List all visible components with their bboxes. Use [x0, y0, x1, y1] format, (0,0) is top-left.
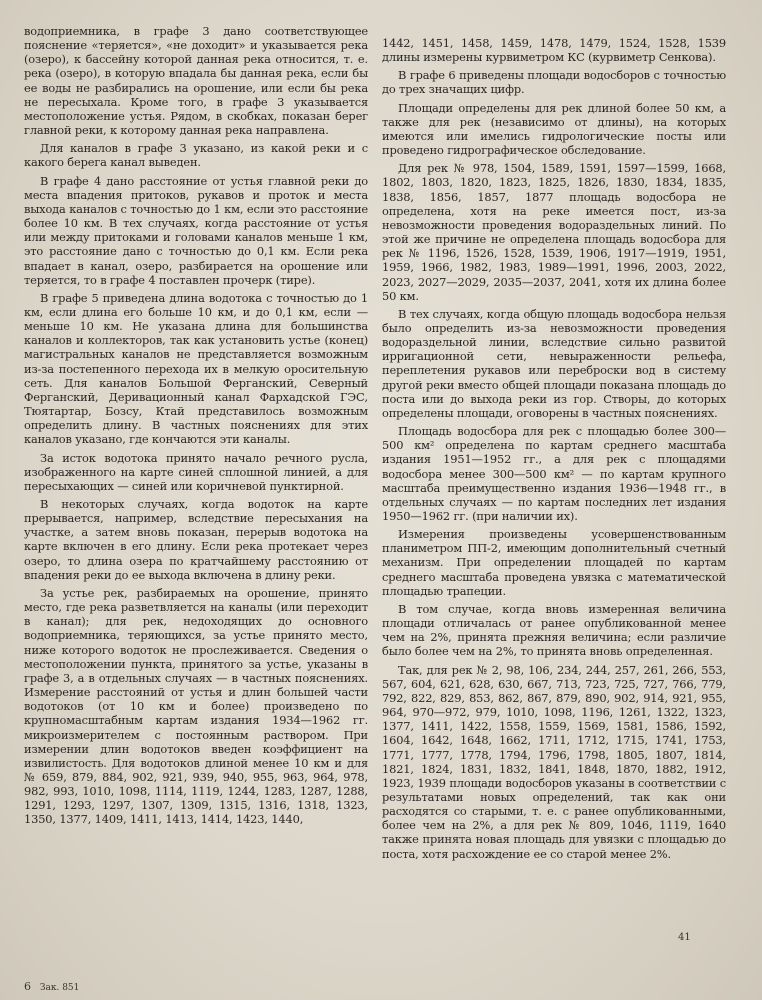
paragraph: За устье рек, разбираемых на орошение, принято место, где река разветвляется на каналы (или переходит в канал); для рек, недоходящих до основного водоприемника, теряющихся, за устье принято место, ниже которого водоток не прослеживается. Сведения о местоположении пункта, принятого за устье, указаны в графе 3, а в отдельных случаях — в частных пояснениях. Измерение расстояний от устья и длин большей части водотоков (от 10 км и более) произведено по крупномасштабным картам издания 1934—1962 гг. микроизмерителем с постоянным раствором. При измерении длин водотоков введен коэффициент на извилистость. Для водотоков длиной менее 10 км и для № 659, 879, 884, 902, 921, 939, 940, 955, 963, 964, 978, 982, 993, 1010, 1098, 1114, 1119, 1244, 1283, 1287, 1288, 1291, 1293, 1297, 1307, 1309, 1315, 1316, 1318, 1323, 1350, 1377, 1409, 1411, 1413, 1414, 1423, 1440, [24, 585, 368, 827]
paragraph: В графе 5 приведена длина водотока с точностью до 1 км, если длина его больше 10 км, и до 0,1 км, если — меньше 10 км. Не указана длина для большинства каналов и коллекторов, так как установить устье (конец) магистральных каналов не представляется возможным из-за постепенного перехода их в мелкую оросительную сеть. Для каналов Большой Ферганский, Северный Ферганский, Деривационный канал Фархадской ГЭС, Тюятартар, Бозсу, Ктай представилось возможным определить длину. В частных пояснениях для этих каналов указано, где кончаются эти каналы. [24, 290, 368, 447]
paragraph: В некоторых случаях, когда водоток на карте прерывается, например, вследствие пересыхания на участке, а затем вновь показан, перерыв водотока на карте включен в его длину. Если река протекает через озеро, то длина озера по кратчайшему расстоянию от впадения реки до ее выхода включена в длину реки. [24, 497, 368, 582]
printer-signature [24, 980, 79, 993]
paragraph: 1442, 1451, 1458, 1459, 1478, 1479, 1524, 1528, 1539 длины измерены курвиметром КС (курвиметр Сенкова). [382, 36, 726, 65]
paragraph: Измерения произведены усовершенствованным планиметром ПП-2, имеющим дополнительный счетный механизм. При определении площадей по картам среднего масштаба проведена увязка с математической площадью трапеции. [382, 527, 726, 598]
paragraph: Площади определены для рек длиной более 50 км, а также для рек (независимо от длины), на которых имеются или имелись гидрологические посты или проведено гидрографическое обследование. [382, 100, 726, 158]
paragraph: Так, для рек № 2, 98, 106, 234, 244, 257, 261, 266, 553, 567, 604, 621, 628, 630, 667, 713, 723, 725, 727, 766, 779, 792, 822, 829, 853, 862, 867, 879, 890, 902, 914, 921, 955, 964, 970—972, 979, 1010, 1098, 1196, 1261, 1322, 1323, 1377, 1411, 1422, 1558, 1559, 1569, 1581, 1586, 1592, 1604, 1642, 1648, 1662, 1711, 1712, 1715, 1741, 1753, 1771, 1777, 1778, 1794, 1796, 1798, 1805, 1807, 1814, 1821, 1824, 1831, 1832, 1841, 1848, 1870, 1882, 1912, 1923, 1939 площади водосборов указаны в соответствии с результатами новых определений, так как они расходятся со старыми, т. е. с ранее опубликованными, более чем на 2%, а для рек № 809, 1046, 1119, 1640 также принята новая площадь для увязки с площадью до поста, хотя расхождение ее со старой менее 2%. [382, 662, 726, 861]
signature-number: 6 [24, 980, 31, 993]
paragraph: Площадь водосбора для рек с площадью более 300—500 км² определена по картам среднего масштаба издания 1951—1952 гг., а для рек с площадями водосбора менее 300—500 км² — по картам крупного масштаба преимущественно издания 1936—1948 гг., в отдельных случаях — по картам последних лет издания 1950—1962 гг. (при наличии их). [382, 424, 726, 523]
paragraph: В тех случаях, когда общую площадь водосбора нельзя было определить из-за невозможности проведения водораздельной линии, вследствие сильно развитой ирригационной сети, невыраженности рельефа, переплетения рукавов или переброски вод в систему другой реки вместо общей площади показана площадь до поста или до выхода реки из гор. Створы, до которых определены площади, оговорены в частных пояснениях. [382, 306, 726, 420]
right-column [382, 36, 726, 865]
paragraph: водоприемника, в графе 3 дано соответствующее пояснение «теряется», «не доходит» и указывается река (озеро), к бассейну которой данная река относится, т. е. река (озеро), в которую впадала бы данная река, если бы ее воды не разбирались на орошение, или если бы река не пересыхала. Кроме того, в графе 3 указывается местоположение устья. Рядом, в скобках, показан берег главной реки, к которому данная река направлена. [24, 24, 368, 138]
page-number: 41 [678, 932, 691, 943]
paragraph: В графе 6 приведены площади водосборов с точностью до трех значащих цифр. [382, 68, 726, 97]
paragraph: В графе 4 дано расстояние от устья главной реки до места впадения притоков, рукавов и проток и места выхода каналов с точностью до 1 км, если это расстояние более 10 км. В тех случаях, когда расстояние от устья или между притоками и головами каналов меньше 1 км, это расстояние дано с точностью до 0,1 км. Если река впадает в канал, озеро, разбирается на орошение или теряется, то в графе 4 поставлен прочерк (тире). [24, 173, 368, 287]
paragraph: Для каналов в графе 3 указано, из какой реки и с какого берега канал выведен. [24, 141, 368, 170]
order-number: Зак. 851 [39, 983, 80, 993]
paragraph: Для рек № 978, 1504, 1589, 1591, 1597—1599, 1668, 1802, 1803, 1820, 1823, 1825, 1826, 1830, 1834, 1835, 1838, 1856, 1857, 1877 площадь водосбора не определена, хотя на реке имеется пост, из-за невозможности проведения водораздельных линий. По этой же причине не определена площадь водосбора для рек № 1196, 1526, 1528, 1539, 1906, 1917—1919, 1951, 1959, 1966, 1982, 1983, 1989—1991, 1996, 2003, 2022, 2023, 2027—2029, 2035—2037, 2041, хотя их длина более 50 км. [382, 161, 726, 303]
left-column [24, 24, 368, 831]
paragraph: В том случае, когда вновь измеренная величина площади отличалась от ранее опубликованной менее чем на 2%, принята прежняя величина; если различие было более чем на 2%, то принята вновь определенная. [382, 601, 726, 659]
paragraph: За исток водотока принято начало речного русла, изображенного на карте синей сплошной линией, а для пересыхающих — синей или коричневой пунктирной. [24, 450, 368, 493]
